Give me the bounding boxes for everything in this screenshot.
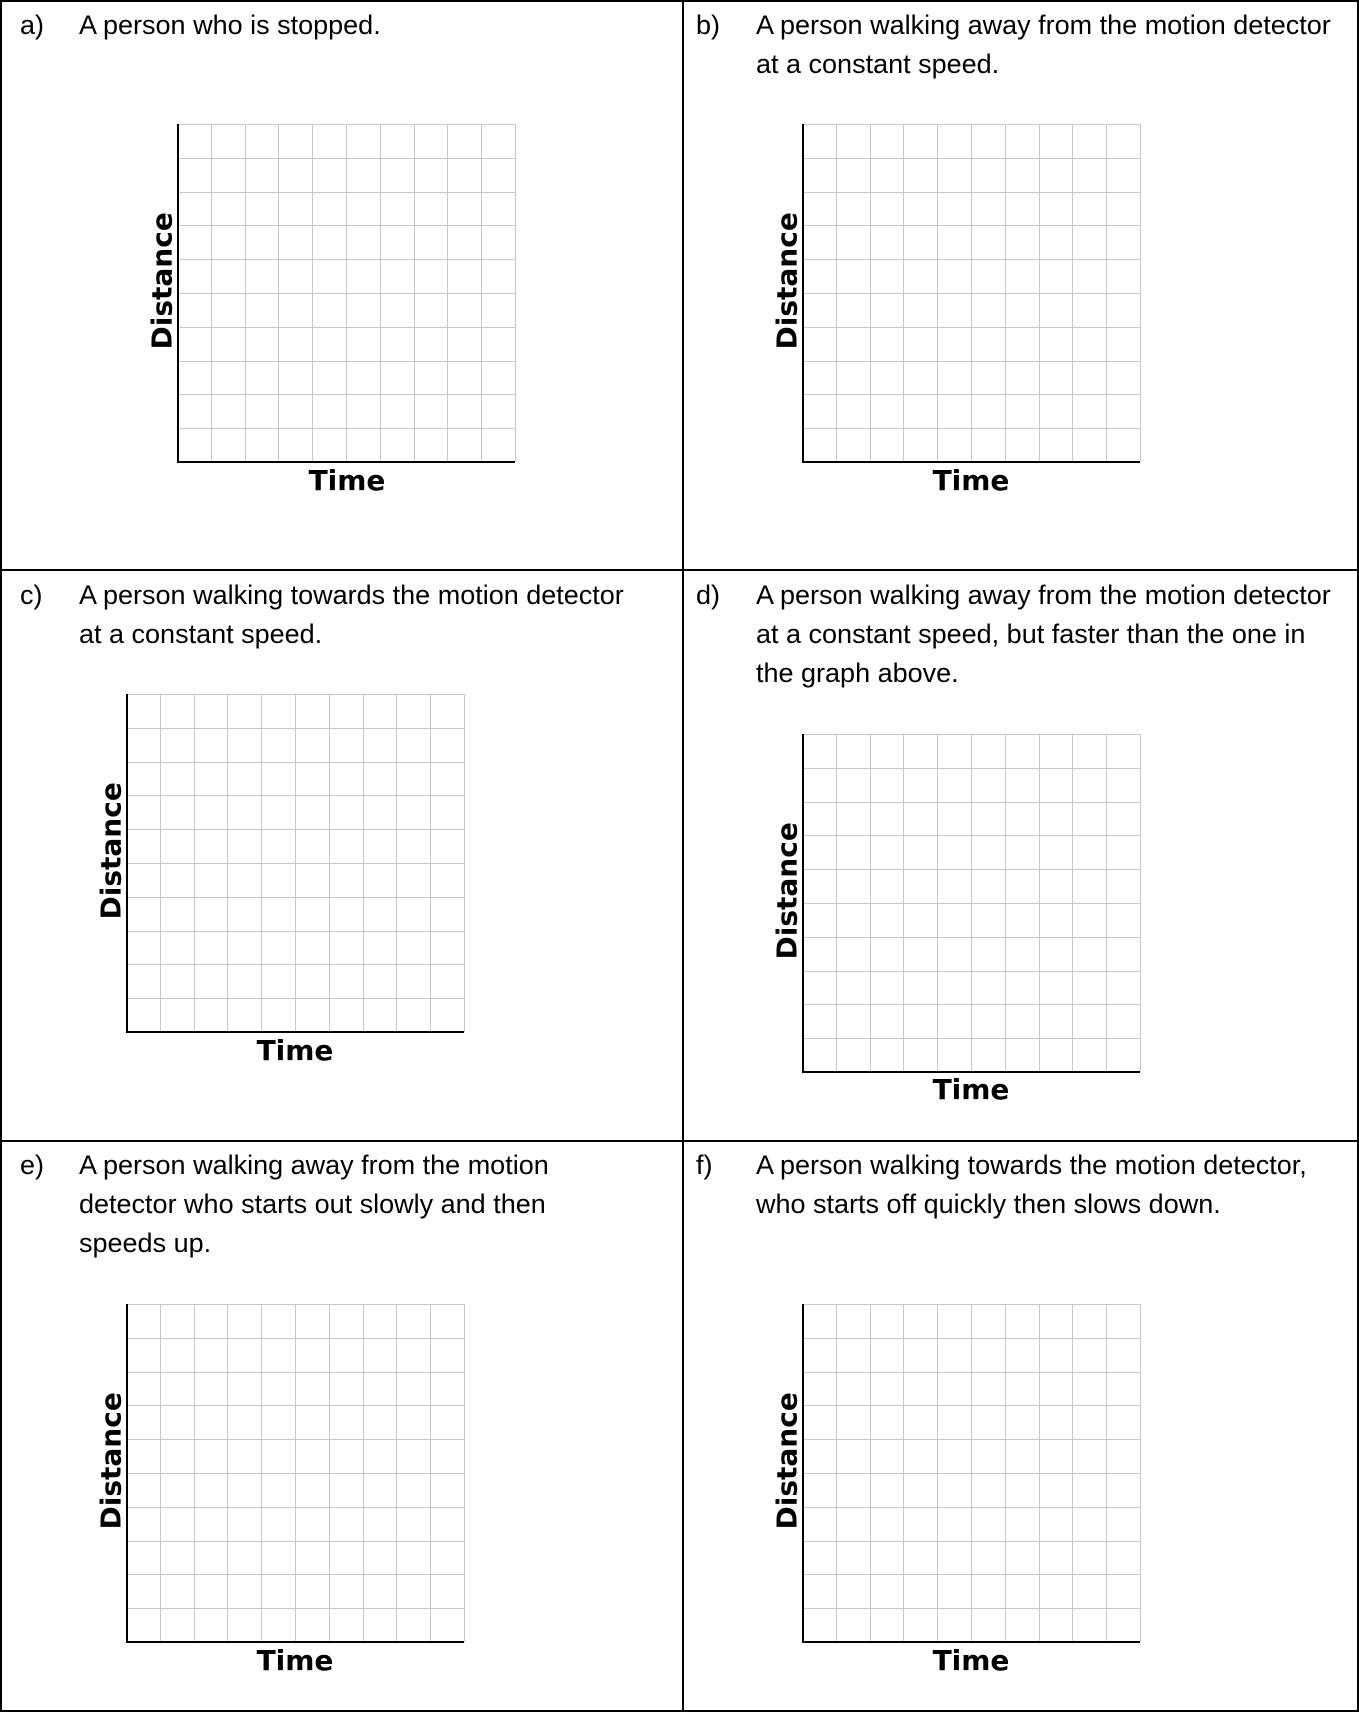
table-column-divider [682, 0, 684, 1712]
graph-xlabel: Time [256, 1644, 334, 1677]
table-row-divider [0, 1140, 1359, 1142]
question-prompt: A person walking towards the motion detector at a constant speed. [79, 580, 624, 649]
question-prompt: A person who is stopped. [79, 10, 381, 40]
graph-grid-svg [802, 1304, 1142, 1644]
graph-grid-svg [802, 734, 1142, 1074]
question-letter: e) [20, 1150, 45, 1180]
graph-grid-svg [177, 124, 517, 464]
question-prompt: A person walking away from the motion detector at a constant speed. [756, 10, 1331, 79]
graph-ylabel: Distance [145, 212, 179, 350]
graph-grid[interactable] [126, 1304, 466, 1644]
question-letter: f) [696, 1150, 713, 1180]
graph-grid-svg [802, 124, 1142, 464]
table-row-divider [0, 569, 1359, 571]
graph-xlabel: Time [308, 464, 386, 497]
graph-xlabel: Time [932, 1644, 1010, 1677]
graph-ylabel: Distance [770, 822, 804, 960]
graph-grid[interactable] [802, 1304, 1142, 1644]
graph-ylabel: Distance [770, 212, 804, 350]
graph-ylabel: Distance [94, 782, 128, 920]
graph-xlabel: Time [256, 1034, 334, 1067]
table-border-top [0, 0, 1359, 2]
graph-grid[interactable] [177, 124, 517, 464]
question-prompt: A person walking towards the motion detector, who starts off quickly then slows down. [756, 1150, 1307, 1219]
graph-grid-svg [126, 694, 466, 1034]
graph-xlabel: Time [932, 464, 1010, 497]
table-border-left [0, 0, 2, 1712]
question-letter: a) [20, 10, 45, 40]
question-prompt: A person walking away from the motion detector at a constant speed, but faster than the one in the graph above. [756, 580, 1331, 688]
graph-xlabel: Time [932, 1073, 1010, 1106]
graph-grid[interactable] [802, 734, 1142, 1074]
question-letter: c) [20, 580, 43, 610]
graph-grid-svg [126, 1304, 466, 1644]
graph-grid[interactable] [802, 124, 1142, 464]
graph-ylabel: Distance [94, 1392, 128, 1530]
question-letter: b) [696, 10, 721, 40]
question-letter: d) [696, 580, 721, 610]
graph-ylabel: Distance [770, 1392, 804, 1530]
question-prompt: A person walking away from the motion detector who starts out slowly and then speeds up. [79, 1150, 549, 1258]
graph-grid[interactable] [126, 694, 466, 1034]
